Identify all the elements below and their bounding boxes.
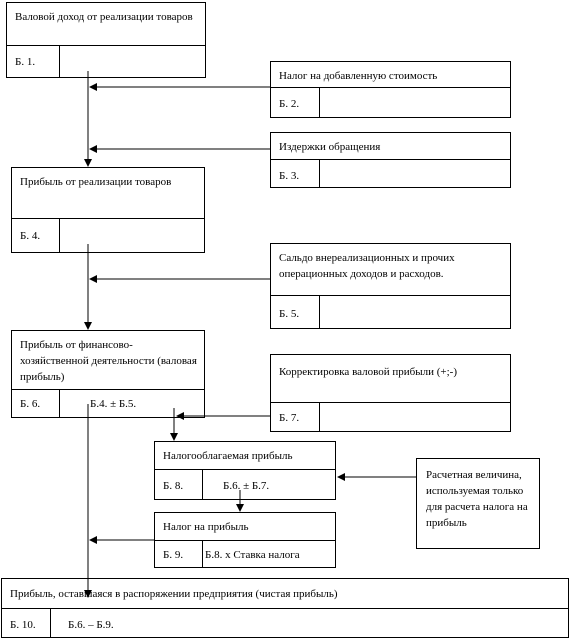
box-title: Налог на добавленную стоимость <box>279 70 438 82</box>
box-title: Сальдо внереализационных и прочих операционных доходов и расходов. <box>279 252 455 280</box>
box-b5 <box>270 243 511 329</box>
divider <box>12 389 204 390</box>
box-formula: Б.6. – Б.9. <box>68 619 114 631</box>
box-formula: Б.4. ± Б.5. <box>90 398 137 410</box>
box-title: Издержки обращения <box>279 141 381 153</box>
cell-divider <box>59 45 60 77</box>
box-code: Б. 5. <box>279 308 300 320</box>
box-code: Б. 7. <box>279 412 300 424</box>
cell-divider <box>319 87 320 117</box>
box-code: Б. 3. <box>279 170 300 182</box>
box-title: Прибыль, оставшаяся в распоряжении предприятия (чистая прибыль) <box>10 588 338 600</box>
divider <box>271 295 510 296</box>
box-b8 <box>154 441 336 500</box>
cell-divider <box>202 540 203 567</box>
box-title: Прибыль от финансово-хозяйственной деятельности (валовая прибыль) <box>20 339 197 383</box>
box-title: Валовой доход от реализации товаров <box>15 11 193 23</box>
box-code: Б. 4. <box>20 230 41 242</box>
divider <box>155 469 335 470</box>
box-code: Б. 9. <box>163 549 184 561</box>
divider <box>2 608 568 609</box>
box-title: Налогооблагаемая прибыль <box>163 450 293 462</box>
divider <box>271 402 510 403</box>
cell-divider <box>319 295 320 328</box>
note-text: Расчетная величина, используемая только для расчета налога на прибыль <box>426 469 528 529</box>
box-formula: Б.8. х Ставка налога <box>205 549 300 561</box>
box-title: Налог на прибыль <box>163 521 249 533</box>
box-b2 <box>270 61 511 118</box>
cell-divider <box>319 402 320 431</box>
divider <box>155 540 335 541</box>
box-b1 <box>6 2 206 78</box>
cell-divider <box>59 218 60 252</box>
cell-divider <box>59 389 60 417</box>
box-b6 <box>11 330 205 418</box>
box-b9 <box>154 512 336 568</box>
box-code: Б. 2. <box>279 98 300 110</box>
divider <box>7 45 205 46</box>
cell-divider <box>202 469 203 499</box>
divider <box>12 218 204 219</box>
box-formula: Б.6. ± Б.7. <box>223 480 270 492</box>
box-b10 <box>1 578 569 638</box>
cell-divider <box>50 608 51 637</box>
divider <box>271 159 510 160</box>
box-code: Б. 1. <box>15 56 36 68</box>
box-code: Б. 6. <box>20 398 41 410</box>
box-code: Б. 10. <box>10 619 36 631</box>
divider <box>271 87 510 88</box>
box-title: Корректировка валовой прибыли (+;-) <box>279 366 457 378</box>
box-title: Прибыль от реализации товаров <box>20 176 172 188</box>
box-b4 <box>11 167 205 253</box>
box-b7 <box>270 354 511 432</box>
box-code: Б. 8. <box>163 480 184 492</box>
box-b3 <box>270 132 511 188</box>
cell-divider <box>319 159 320 187</box>
note-box <box>416 458 540 549</box>
